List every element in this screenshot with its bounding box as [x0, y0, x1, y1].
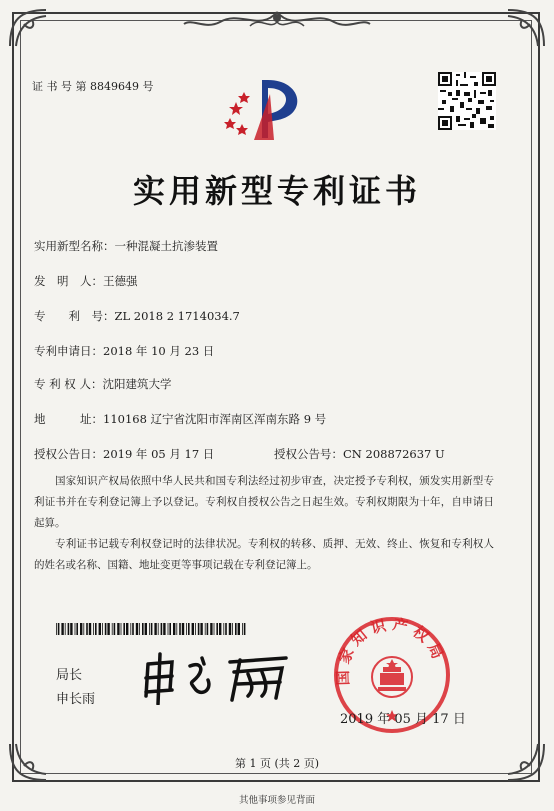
field-value: 110168 辽宁省沈阳市浑南区浑南东路 9 号: [103, 412, 327, 426]
field-utility-model-name: [34, 238, 218, 254]
field-label: 实用新型名称：: [34, 239, 115, 253]
field-label: 专利申请日：: [34, 344, 103, 358]
field-publication-number: [274, 446, 445, 462]
field-value: ZL 2018 2 1714034.7: [114, 309, 240, 323]
field-label: 专 利 权 人：: [34, 377, 103, 391]
field-label: 授权公告号：: [274, 447, 343, 461]
director-signature: [142, 650, 292, 705]
cert-no-suffix: 号: [142, 80, 154, 93]
field-value: 沈阳建筑大学: [102, 377, 172, 391]
field-value: 2018 年 10 月 23 日: [103, 344, 215, 358]
cnipa-logo: [222, 74, 312, 144]
cert-no-value: 8849649: [90, 80, 139, 93]
field-value: CN 208872637 U: [343, 447, 445, 461]
field-value: 2019 年 05 月 17 日: [103, 447, 215, 461]
field-label: 发 明 人：: [34, 274, 103, 288]
field-label: 地 址：: [34, 412, 103, 426]
paragraph-grant: 国家知识产权局依照中华人民共和国专利法经过初步审查，决定授予专利权，颁发实用新型专利证书并在专利登记簿上予以登记。专利权自授权公告之日起生效。专利权期限为十年，自申请日起算。: [34, 475, 494, 529]
field-patent-number: [34, 308, 240, 324]
corner-ornament-tl: [6, 6, 52, 52]
corner-ornament-tr: [502, 6, 548, 52]
field-label: 专 利 号：: [34, 309, 115, 323]
certificate-title: 实用新型专利证书: [132, 172, 421, 210]
qr-code: [438, 72, 496, 130]
field-value: 王德强: [103, 274, 138, 288]
field-address: [34, 411, 326, 427]
director-title: 局长: [56, 668, 83, 683]
field-publication-date: [34, 446, 214, 462]
barcode: [56, 623, 246, 635]
paragraph-legal-status: 专利证书记载专利权登记时的法律状况。专利权的转移、质押、无效、终止、恢复和专利权人的姓名或名称、国籍、地址变更等事项记载在专利登记簿上。: [34, 538, 494, 571]
page-number: 第 1 页 (共 2 页): [234, 757, 320, 770]
footer-note: 其他事项参见背面: [238, 795, 315, 806]
director-name: 申长雨: [56, 692, 96, 707]
certificate-number: [32, 78, 154, 94]
field-value: 一种混凝土抗渗装置: [114, 239, 218, 253]
seal-date: 2019 年 05 月 17 日: [340, 712, 466, 727]
field-label: 授权公告日：: [34, 447, 103, 461]
field-inventor: [34, 273, 138, 289]
top-ornament: [180, 8, 374, 36]
field-patentee: [34, 376, 171, 392]
cert-no-label: 证 书 号 第: [32, 80, 87, 93]
field-application-date: [34, 343, 214, 359]
seal-text: 国家知识产权局: [333, 615, 449, 686]
